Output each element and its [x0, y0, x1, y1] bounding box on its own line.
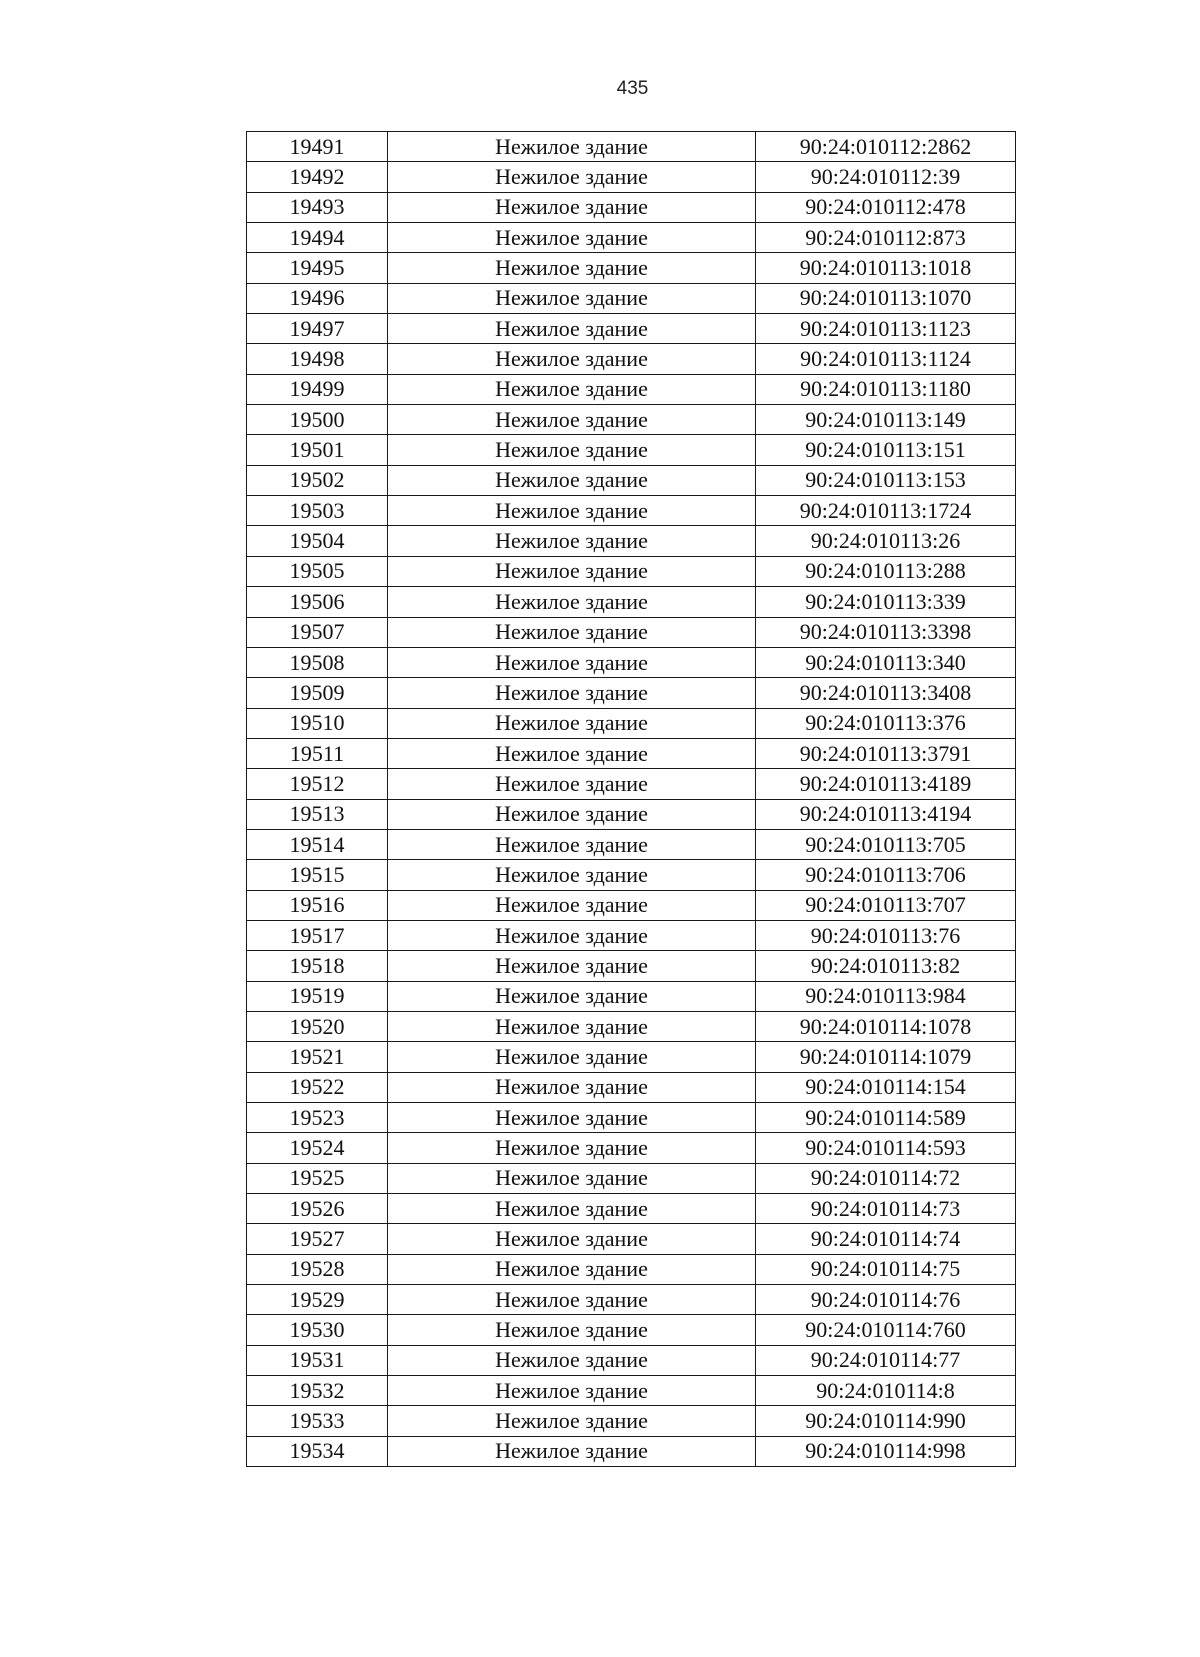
- table-row: [247, 678, 1016, 708]
- row-number-cell: 19514: [247, 829, 388, 859]
- object-type-cell: Нежилое здание: [388, 283, 756, 313]
- table-row: [247, 951, 1016, 981]
- object-type-cell: Нежилое здание: [388, 587, 756, 617]
- cadastral-number-cell: 90:24:010114:589: [756, 1103, 1016, 1133]
- object-type-cell: Нежилое здание: [388, 314, 756, 344]
- object-type-cell: Нежилое здание: [388, 1345, 756, 1375]
- table-row: [247, 556, 1016, 586]
- table-row: [247, 799, 1016, 829]
- row-number-cell: 19521: [247, 1042, 388, 1072]
- cadastral-number-cell: 90:24:010114:73: [756, 1194, 1016, 1224]
- row-number-cell: 19524: [247, 1133, 388, 1163]
- table-row: [247, 890, 1016, 920]
- cadastral-number-cell: 90:24:010113:3791: [756, 738, 1016, 768]
- object-type-cell: Нежилое здание: [388, 253, 756, 283]
- object-type-cell: Нежилое здание: [388, 162, 756, 192]
- row-number-cell: 19530: [247, 1315, 388, 1345]
- object-type-cell: Нежилое здание: [388, 1011, 756, 1041]
- table-row: [247, 435, 1016, 465]
- cadastral-number-cell: 90:24:010113:705: [756, 829, 1016, 859]
- table-row: [247, 374, 1016, 404]
- row-number-cell: 19518: [247, 951, 388, 981]
- cadastral-number-cell: 90:24:010113:288: [756, 556, 1016, 586]
- cadastral-number-cell: 90:24:010112:39: [756, 162, 1016, 192]
- object-type-cell: Нежилое здание: [388, 344, 756, 374]
- table-row: [247, 1011, 1016, 1041]
- row-number-cell: 19516: [247, 890, 388, 920]
- cadastral-number-cell: 90:24:010113:1124: [756, 344, 1016, 374]
- row-number-cell: 19501: [247, 435, 388, 465]
- table-row: [247, 465, 1016, 495]
- object-type-cell: Нежилое здание: [388, 556, 756, 586]
- cadastral-number-cell: 90:24:010114:1079: [756, 1042, 1016, 1072]
- row-number-cell: 19515: [247, 860, 388, 890]
- cadastral-number-cell: 90:24:010114:74: [756, 1224, 1016, 1254]
- page-number: 435: [616, 78, 649, 99]
- object-type-cell: Нежилое здание: [388, 1194, 756, 1224]
- table-row: [247, 1224, 1016, 1254]
- cadastral-number-cell: 90:24:010113:151: [756, 435, 1016, 465]
- table-row: [247, 1133, 1016, 1163]
- row-number-cell: 19534: [247, 1436, 388, 1466]
- cadastral-number-cell: 90:24:010114:75: [756, 1254, 1016, 1284]
- row-number-cell: 19497: [247, 314, 388, 344]
- row-number-cell: 19492: [247, 162, 388, 192]
- table-row: [247, 1376, 1016, 1406]
- row-number-cell: 19512: [247, 769, 388, 799]
- table-row: [247, 769, 1016, 799]
- table-row: [247, 1315, 1016, 1345]
- cadastral-number-cell: 90:24:010113:984: [756, 981, 1016, 1011]
- row-number-cell: 19522: [247, 1072, 388, 1102]
- row-number-cell: 19519: [247, 981, 388, 1011]
- row-number-cell: 19505: [247, 556, 388, 586]
- object-type-cell: Нежилое здание: [388, 1406, 756, 1436]
- table-row: [247, 526, 1016, 556]
- row-number-cell: 19527: [247, 1224, 388, 1254]
- cadastral-number-cell: 90:24:010113:1070: [756, 283, 1016, 313]
- cadastral-number-cell: 90:24:010113:26: [756, 526, 1016, 556]
- object-type-cell: Нежилое здание: [388, 223, 756, 253]
- cadastral-number-cell: 90:24:010113:1180: [756, 374, 1016, 404]
- table-row: [247, 1042, 1016, 1072]
- table-row: [247, 920, 1016, 950]
- object-type-cell: Нежилое здание: [388, 1224, 756, 1254]
- table-row: [247, 708, 1016, 738]
- cadastral-number-cell: 90:24:010114:593: [756, 1133, 1016, 1163]
- row-number-cell: 19511: [247, 738, 388, 768]
- table-row: [247, 1103, 1016, 1133]
- table-row: [247, 344, 1016, 374]
- object-type-cell: Нежилое здание: [388, 1254, 756, 1284]
- cadastral-number-cell: 90:24:010114:990: [756, 1406, 1016, 1436]
- row-number-cell: 19508: [247, 647, 388, 677]
- row-number-cell: 19494: [247, 223, 388, 253]
- object-type-cell: Нежилое здание: [388, 981, 756, 1011]
- cadastral-number-cell: 90:24:010113:3408: [756, 678, 1016, 708]
- object-type-cell: Нежилое здание: [388, 1376, 756, 1406]
- object-type-cell: Нежилое здание: [388, 678, 756, 708]
- cadastral-number-cell: 90:24:010113:340: [756, 647, 1016, 677]
- row-number-cell: 19491: [247, 132, 388, 162]
- object-type-cell: Нежилое здание: [388, 496, 756, 526]
- object-type-cell: Нежилое здание: [388, 405, 756, 435]
- row-number-cell: 19495: [247, 253, 388, 283]
- row-number-cell: 19509: [247, 678, 388, 708]
- object-type-cell: Нежилое здание: [388, 1133, 756, 1163]
- cadastral-number-cell: 90:24:010113:153: [756, 465, 1016, 495]
- cadastral-number-cell: 90:24:010113:4189: [756, 769, 1016, 799]
- row-number-cell: 19526: [247, 1194, 388, 1224]
- table-row: [247, 1345, 1016, 1375]
- row-number-cell: 19499: [247, 374, 388, 404]
- table-row: [247, 617, 1016, 647]
- object-type-cell: Нежилое здание: [388, 1315, 756, 1345]
- cadastral-number-cell: 90:24:010113:82: [756, 951, 1016, 981]
- row-number-cell: 19493: [247, 192, 388, 222]
- cadastral-number-cell: 90:24:010114:154: [756, 1072, 1016, 1102]
- cadastral-number-cell: 90:24:010113:1123: [756, 314, 1016, 344]
- table-row: [247, 860, 1016, 890]
- object-type-cell: Нежилое здание: [388, 860, 756, 890]
- table-row: [247, 283, 1016, 313]
- table-row: [247, 647, 1016, 677]
- table-row: [247, 1285, 1016, 1315]
- table-row: [247, 1436, 1016, 1466]
- row-number-cell: 19510: [247, 708, 388, 738]
- row-number-cell: 19529: [247, 1285, 388, 1315]
- table-row: [247, 1072, 1016, 1102]
- row-number-cell: 19532: [247, 1376, 388, 1406]
- table-row: [247, 223, 1016, 253]
- row-number-cell: 19513: [247, 799, 388, 829]
- row-number-cell: 19498: [247, 344, 388, 374]
- object-type-cell: Нежилое здание: [388, 1285, 756, 1315]
- object-type-cell: Нежилое здание: [388, 132, 756, 162]
- table-row: [247, 1406, 1016, 1436]
- table-row: [247, 314, 1016, 344]
- cadastral-number-cell: 90:24:010112:2862: [756, 132, 1016, 162]
- cadastral-number-cell: 90:24:010113:1018: [756, 253, 1016, 283]
- table-row: [247, 253, 1016, 283]
- row-number-cell: 19531: [247, 1345, 388, 1375]
- object-type-cell: Нежилое здание: [388, 769, 756, 799]
- table-row: [247, 1163, 1016, 1193]
- registry-table: [246, 131, 1016, 1467]
- object-type-cell: Нежилое здание: [388, 1072, 756, 1102]
- object-type-cell: Нежилое здание: [388, 829, 756, 859]
- row-number-cell: 19520: [247, 1011, 388, 1041]
- cadastral-number-cell: 90:24:010113:3398: [756, 617, 1016, 647]
- row-number-cell: 19496: [247, 283, 388, 313]
- table-row: [247, 587, 1016, 617]
- row-number-cell: 19504: [247, 526, 388, 556]
- object-type-cell: Нежилое здание: [388, 738, 756, 768]
- table-row: [247, 132, 1016, 162]
- row-number-cell: 19523: [247, 1103, 388, 1133]
- row-number-cell: 19507: [247, 617, 388, 647]
- cadastral-number-cell: 90:24:010114:760: [756, 1315, 1016, 1345]
- row-number-cell: 19502: [247, 465, 388, 495]
- cadastral-number-cell: 90:24:010113:1724: [756, 496, 1016, 526]
- cadastral-number-cell: 90:24:010113:76: [756, 920, 1016, 950]
- object-type-cell: Нежилое здание: [388, 465, 756, 495]
- row-number-cell: 19503: [247, 496, 388, 526]
- object-type-cell: Нежилое здание: [388, 890, 756, 920]
- cadastral-number-cell: 90:24:010114:77: [756, 1345, 1016, 1375]
- row-number-cell: 19500: [247, 405, 388, 435]
- object-type-cell: Нежилое здание: [388, 374, 756, 404]
- object-type-cell: Нежилое здание: [388, 920, 756, 950]
- object-type-cell: Нежилое здание: [388, 951, 756, 981]
- cadastral-number-cell: 90:24:010114:76: [756, 1285, 1016, 1315]
- object-type-cell: Нежилое здание: [388, 647, 756, 677]
- cadastral-number-cell: 90:24:010113:4194: [756, 799, 1016, 829]
- row-number-cell: 19528: [247, 1254, 388, 1284]
- object-type-cell: Нежилое здание: [388, 1436, 756, 1466]
- table-row: [247, 162, 1016, 192]
- object-type-cell: Нежилое здание: [388, 526, 756, 556]
- object-type-cell: Нежилое здание: [388, 708, 756, 738]
- cadastral-number-cell: 90:24:010114:998: [756, 1436, 1016, 1466]
- object-type-cell: Нежилое здание: [388, 192, 756, 222]
- cadastral-number-cell: 90:24:010114:1078: [756, 1011, 1016, 1041]
- cadastral-number-cell: 90:24:010114:72: [756, 1163, 1016, 1193]
- table-row: [247, 1254, 1016, 1284]
- registry-table-body: [247, 132, 1016, 1467]
- object-type-cell: Нежилое здание: [388, 617, 756, 647]
- cadastral-number-cell: 90:24:010112:873: [756, 223, 1016, 253]
- table-row: [247, 981, 1016, 1011]
- table-row: [247, 829, 1016, 859]
- object-type-cell: Нежилое здание: [388, 1163, 756, 1193]
- row-number-cell: 19517: [247, 920, 388, 950]
- cadastral-number-cell: 90:24:010113:707: [756, 890, 1016, 920]
- table-row: [247, 192, 1016, 222]
- cadastral-number-cell: 90:24:010113:706: [756, 860, 1016, 890]
- cadastral-number-cell: 90:24:010113:376: [756, 708, 1016, 738]
- row-number-cell: 19533: [247, 1406, 388, 1436]
- table-row: [247, 496, 1016, 526]
- object-type-cell: Нежилое здание: [388, 435, 756, 465]
- cadastral-number-cell: 90:24:010113:339: [756, 587, 1016, 617]
- object-type-cell: Нежилое здание: [388, 1103, 756, 1133]
- cadastral-number-cell: 90:24:010113:149: [756, 405, 1016, 435]
- row-number-cell: 19506: [247, 587, 388, 617]
- table-row: [247, 405, 1016, 435]
- object-type-cell: Нежилое здание: [388, 799, 756, 829]
- table-row: [247, 1194, 1016, 1224]
- cadastral-number-cell: 90:24:010112:478: [756, 192, 1016, 222]
- table-row: [247, 738, 1016, 768]
- object-type-cell: Нежилое здание: [388, 1042, 756, 1072]
- cadastral-number-cell: 90:24:010114:8: [756, 1376, 1016, 1406]
- row-number-cell: 19525: [247, 1163, 388, 1193]
